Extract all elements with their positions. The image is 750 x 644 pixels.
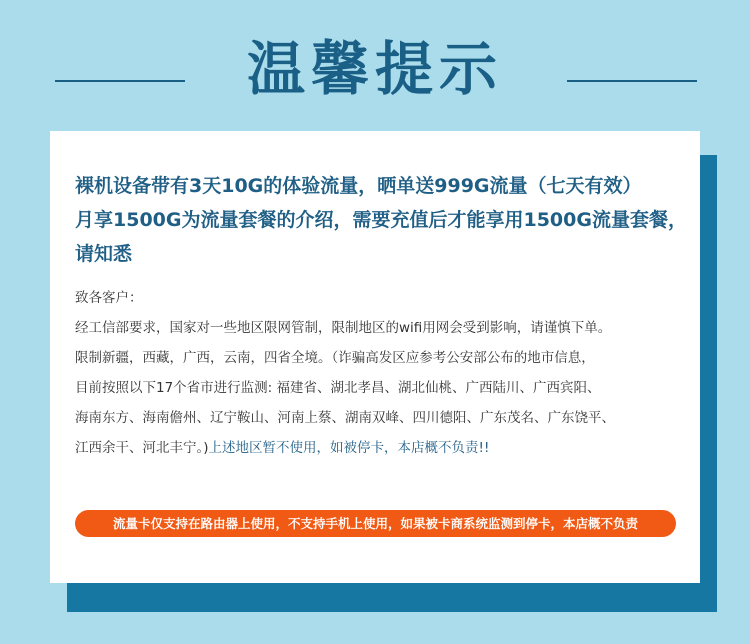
notice-line (75, 433, 685, 463)
headline-line: 请知悉 (75, 243, 133, 265)
title-divider-right (567, 80, 697, 82)
notice-body (75, 283, 685, 463)
headline-line: 月享1500G为流量套餐的介绍，需要充值后才能享用1500G流量套餐， (75, 209, 687, 231)
notice-line-text: 江西余干、河北丰宁。) (75, 440, 209, 456)
notice-disclaimer: 上述地区暂不使用，如被停卡，本店概不负责!! (208, 440, 490, 456)
notice-line: 限制新疆，西藏，广西，云南，四省全境。（诈骗高发区应参考公安部公布的地市信息， (75, 350, 595, 366)
warning-banner: 流量卡仅支持在路由器上使用，不支持手机上使用，如果被卡商系统监测到停卡，本店概不负责 (75, 510, 676, 537)
notice-line: 海南东方、海南儋州、辽宁鞍山、河南上蔡、湖南双峰、四川德阳、广东茂名、广东饶平、 (75, 410, 615, 426)
page-title: 温馨提示 (246, 35, 503, 103)
notice-line: 目前按照以下17个省市进行监测: 福建省、湖北孝昌、湖北仙桃、广西陆川、广西宾阳、 (75, 380, 601, 396)
headline-line: 裸机设备带有3天10G的体验流量，晒单送999G流量（七天有效） (75, 175, 642, 197)
notice-greeting: 致各客户： (75, 290, 143, 306)
notice-card (50, 131, 700, 583)
headline (75, 169, 685, 271)
notice-line: 经工信部要求，国家对一些地区限网管制，限制地区的wifi用网会受到影响，请谨慎下单。 (75, 320, 612, 336)
